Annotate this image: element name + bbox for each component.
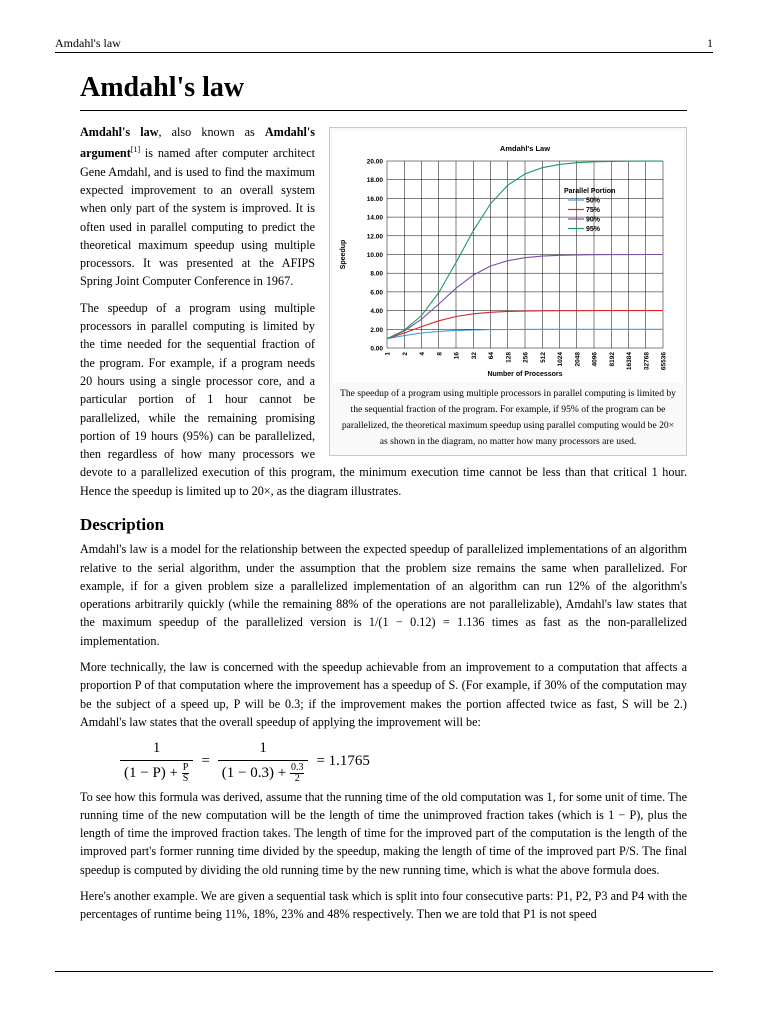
legend-entry: 95% — [586, 226, 601, 233]
formula-small-fraction — [290, 763, 305, 784]
y-tick-label: 0.00 — [370, 345, 383, 353]
x-tick-label: 16 — [453, 352, 461, 360]
y-tick-label: 18.00 — [366, 177, 383, 185]
intro-text: , also known as — [158, 125, 265, 139]
x-tick-label: 1 — [384, 352, 392, 356]
section-heading-description: Description — [80, 515, 165, 534]
formula-small-denominator: 2 — [294, 772, 300, 784]
x-axis-label: Number of Processors — [487, 371, 563, 378]
citation-link[interactable]: [1] — [130, 145, 141, 155]
x-tick-label: 512 — [539, 352, 547, 363]
formula-p-over-s — [182, 763, 190, 784]
page-title: Amdahl's law — [80, 72, 687, 111]
y-tick-label: 14.00 — [366, 214, 383, 222]
legend-title: Parallel Portion — [564, 188, 616, 195]
description-paragraph-1: Amdahl's law is a model for the relationship between the expected speedup of parallelized implementations of an algorithm relative to the serial algorithm, under the assumption that the problem size remains the same when parallelized. For example, if for a given problem size a parallelized implementation of an algorithm can run 12% of the algorithm's operations arbitrarily quickly (while the remaining 88% of the operations are not parallelizable), Amdahl's law states that the maximum speedup of the parallelized version is 1/(1 − 0.12) = 1.136 times as fast as the non-parallelized implementation. — [80, 542, 687, 648]
formula-term: (1 − P) + — [124, 764, 182, 781]
legend-entry: 90% — [586, 216, 601, 224]
x-tick-label: 8192 — [608, 352, 616, 367]
formula-denominator — [218, 760, 309, 784]
x-tick-label: 65536 — [660, 352, 668, 371]
y-tick-label: 12.00 — [366, 233, 383, 241]
y-tick-label: 4.00 — [370, 308, 383, 316]
description-paragraph-4: Here's another example. We are given a sequential task which is split into four consecutive parts: P1, P2, P3 and P4 with the percentages of runtime being 11%, 18%, 23% and 48% respectively. Then we are told that P1 is not speed — [80, 889, 687, 922]
y-tick-label: 2.00 — [370, 326, 383, 334]
x-tick-label: 256 — [522, 352, 530, 363]
y-tick-label: 20.00 — [366, 158, 383, 166]
formula-fraction-1 — [120, 739, 193, 783]
footer-rule — [55, 971, 713, 972]
term-amdahls-argument: Amdahl's argument — [80, 125, 315, 161]
x-tick-label: 64 — [488, 352, 495, 360]
speedup-formula — [116, 739, 687, 783]
article-body — [80, 123, 687, 932]
description-paragraph-3: To see how this formula was derived, assume that the running time of the old computation was 1, for some unit of time. The running time of the new computation will be the length of time the unimproved fraction takes (which is 1 − P), plus the length of time the improved fraction takes. The length of time for the improved part of the computation is the length of the improved part's former running time divided by the speedup, making the length of time of the improved part P/S. The final speedup is computed by dividing the old running time by the new running time, which is what the above formula does. — [80, 789, 687, 877]
x-tick-label: 4 — [419, 352, 426, 356]
x-tick-label: 1024 — [557, 352, 564, 367]
intro-text: is named after computer architect Gene Amdahl, and is used to find the maximum expected improvement to an overall system when only part of the system is improved. It is often used in parallel computing to predict the theoretical maximum speedup using multiple processors. It was presented at the AFIPS Spring Joint Computer Conference in 1967. — [80, 146, 315, 289]
chart-title: Amdahl's Law — [499, 144, 551, 153]
formula-numerator: 1 — [259, 740, 267, 757]
legend-entry: 50% — [586, 197, 601, 205]
x-tick-label: 16384 — [626, 352, 633, 371]
x-tick-label: 4096 — [591, 352, 599, 367]
y-tick-label: 8.00 — [370, 270, 383, 278]
x-tick-label: 32 — [470, 352, 478, 360]
x-tick-label: 128 — [505, 352, 513, 363]
running-header-title: Amdahl's law — [55, 36, 121, 50]
figure-caption: The speedup of a program using multiple processors in parallel computing is limited by the sequential fraction of the program. For example, if 95% of the program can be parallelized, the theoretical maximum speedup using parallel computing would be 20× as shown in the diagram, no matter how many processors are used. — [340, 388, 676, 447]
amdahl-figure — [329, 127, 687, 456]
formula-small-numerator: 0.3 — [290, 761, 304, 773]
x-tick-label: 8 — [436, 352, 444, 356]
formula-equals: = — [201, 753, 210, 770]
formula-p: P — [182, 761, 189, 773]
y-axis-label: Speedup — [340, 239, 347, 270]
formula-fraction-2 — [218, 739, 309, 783]
y-tick-label: 6.00 — [370, 289, 383, 297]
formula-term: (1 − 0.3) + — [221, 764, 290, 781]
formula-denominator — [120, 760, 193, 784]
y-tick-label: 16.00 — [366, 195, 383, 203]
legend-entry: 75% — [586, 207, 601, 214]
page-number: 1 — [707, 36, 713, 50]
y-tick-label: 10.00 — [366, 252, 383, 259]
formula-numerator: 1 — [152, 740, 161, 757]
formula-s: S — [182, 772, 189, 784]
intro-paragraph-2: The speedup of a program using multiple processors in parallel computing is limited by the time needed for the sequential fraction of the program. For example, if a program needs 20 hours using a single processor core, and a particular portion of 1 hour cannot be parallelized, while the remaining promising portion of 19 hours (95%) can be parallelized, then regardless of how many processors we devote to a parallelized execution of this program, the minimum execution time cannot be less than that critical 1 hour. Hence the speedup is limited up to 20×, as the diagram illustrates. — [80, 300, 687, 498]
x-tick-label: 2 — [401, 352, 409, 356]
x-tick-label: 2048 — [574, 352, 582, 367]
running-header — [55, 36, 713, 53]
amdahl-chart — [333, 131, 683, 383]
term-amdahls-law: Amdahl's law — [80, 125, 159, 139]
x-tick-label: 32768 — [643, 352, 651, 371]
formula-result: = 1.1765 — [316, 753, 370, 770]
description-paragraph-2: More technically, the law is concerned with the speedup achievable from an improvement to a computation that affects a proportion P of that computation where the improvement has a speedup of S. (For example, if 30% of the computation may be the subject of a speed up, P will be 0.3; if the improvement makes the portion affected twice as fast, S will be 2.) Amdahl's law states that the overall speedup of applying the improvement will be: — [80, 660, 687, 729]
